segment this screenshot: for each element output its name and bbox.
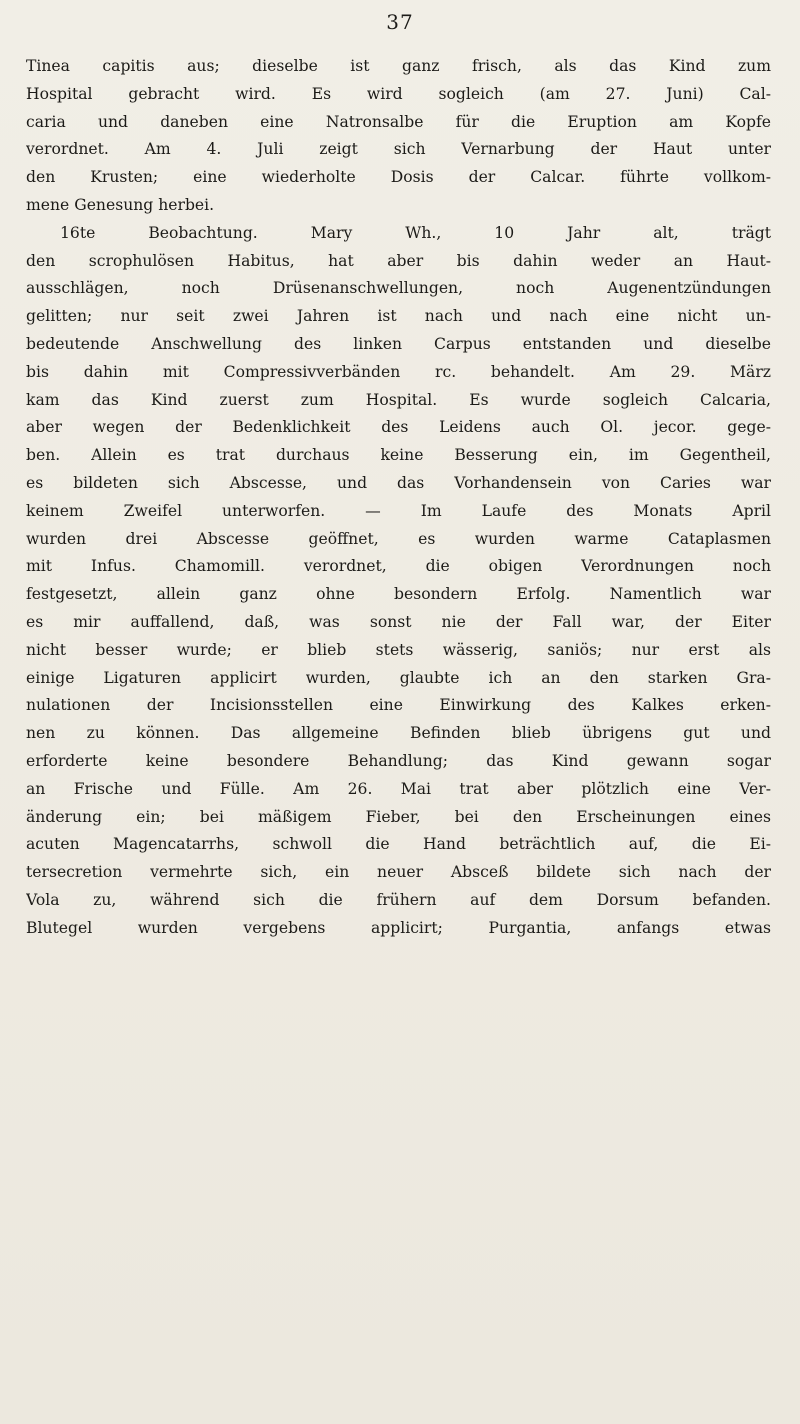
text-line: nulationen der Incisionsstellen eine Einwirkung des Kalkes erken- [26,696,771,715]
text-line: gelitten; nur seit zwei Jahren ist nach und nach eine nicht un- [26,307,771,326]
text-line: mit Infus. Chamomill. verordnet, die obigen Verordnungen noch [26,557,771,576]
text-line: änderung ein; bei mäßigem Fieber, bei den Erscheinungen eines [26,807,771,826]
text-line: bis dahin mit Compressivverbänden rc. behandelt. Am 29. März [26,362,771,381]
body-text [26,53,771,943]
text-line: acuten Magencatarrhs, schwoll die Hand beträchtlich auf, die Ei- [26,835,771,854]
text-line: festgesetzt, allein ganz ohne besondern Erfolg. Namentlich war [26,585,771,604]
text-line: aber wegen der Bedenklichkeit des Leidens auch Ol. jecor. gege- [26,418,771,437]
text-line: ben. Allein es trat durchaus keine Besserung ein, im Gegentheil, [26,446,771,465]
text-line: nen zu können. Das allgemeine Befinden blieb übrigens gut und [26,724,771,743]
text-line: verordnet. Am 4. Juli zeigt sich Vernarbung der Haut unter [26,140,771,159]
text-line: Blutegel wurden vergebens applicirt; Purgantia, anfangs etwas [26,918,771,937]
text-line: bedeutende Anschwellung des linken Carpus entstanden und dieselbe [26,334,771,353]
text-line: ausschlägen, noch Drüsenanschwellungen, noch Augenentzündungen [26,279,771,298]
text-line: caria und daneben eine Natronsalbe für die Eruption am Kopfe [26,112,771,131]
text-line: mene Genesung herbei. [26,195,215,214]
text-line: Tinea capitis aus; dieselbe ist ganz frisch, als das Kind zum [26,57,771,75]
text-line: es mir auffallend, daß, was sonst nie der Fall war, der Eiter [26,612,771,631]
text-line: Hospital gebracht wird. Es wird sogleich (am 27. Juni) Cal- [26,84,771,103]
text-line: wurden drei Abscesse geöffnet, es wurden warme Cataplasmen [26,529,771,548]
text-line: den Krusten; eine wiederholte Dosis der Calcar. führte vollkom- [26,168,771,187]
text-line: keinem Zweifel unterworfen. — Im Laufe des Monats April [26,501,771,520]
text-line: kam das Kind zuerst zum Hospital. Es wurde sogleich Calcaria, [26,390,771,409]
page-number: 37 [386,10,414,34]
text-line: den scrophulösen Habitus, hat aber bis dahin weder an Haut- [26,251,771,270]
text-line: einige Ligaturen applicirt wurden, glaubte ich an den starken Gra- [26,668,771,687]
text-line: es bildeten sich Abscesse, und das Vorhandensein von Caries war [26,473,771,492]
text-line: Vola zu, während sich die frühern auf dem Dorsum befanden. [26,890,771,909]
section-heading-line: 16te Beobachtung. Mary Wh., 10 Jahr alt, trägt [60,223,771,242]
text-line: an Frische und Fülle. Am 26. Mai trat aber plötzlich eine Ver- [26,779,771,798]
text-line: nicht besser wurde; er blieb stets wässerig, saniös; nur erst als [26,640,771,659]
text-line: tersecretion vermehrte sich, ein neuer Absceß bildete sich nach der [26,863,771,882]
text-line: erforderte keine besondere Behandlung; das Kind gewann sogar [26,751,771,770]
